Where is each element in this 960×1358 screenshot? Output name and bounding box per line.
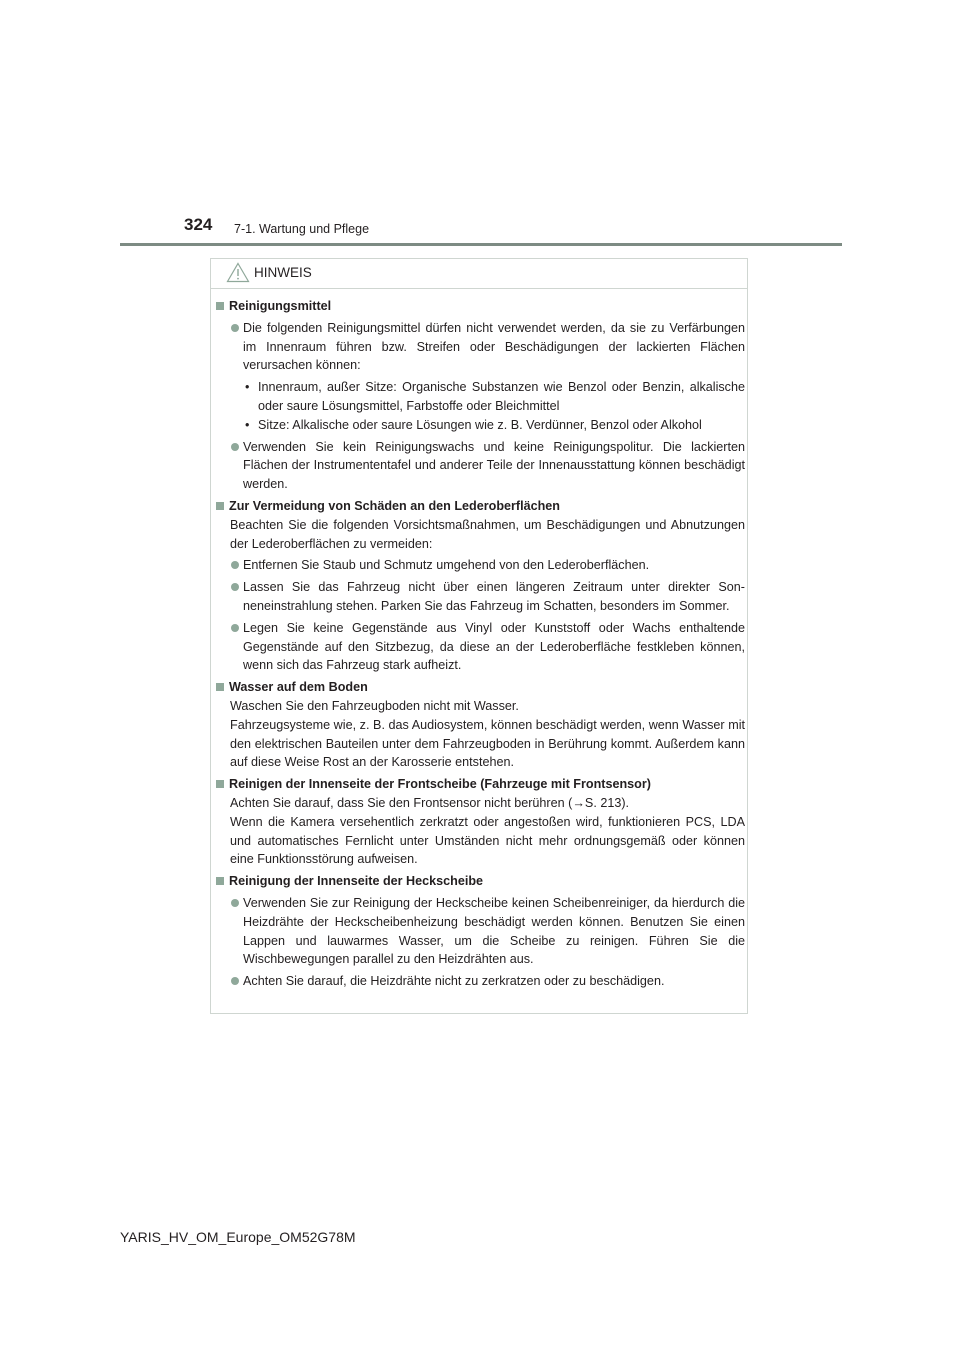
- notice-box: [210, 258, 748, 1014]
- bullet-paragraph: [215, 578, 745, 616]
- bullet-text: Achten Sie darauf, die Heizdrähte nicht zu zerkratzen oder zu beschädigen.: [243, 974, 665, 989]
- document-code: YARIS_HV_OM_Europe_OM52G78M: [120, 1229, 356, 1245]
- bullet-paragraph: [215, 619, 745, 675]
- section-rear-window-inside: [215, 872, 745, 991]
- square-bullet-icon: [216, 683, 224, 691]
- bullet-text: Entfernen Sie Staub und Schmutz umgehend von den Lederoberflächen.: [243, 558, 650, 573]
- notice-title: HINWEIS: [254, 265, 312, 280]
- notice-header: [211, 259, 747, 289]
- section-water-on-floor: [215, 678, 745, 772]
- round-bullet-icon: [231, 324, 239, 332]
- bullet-paragraph: [215, 894, 745, 969]
- sub-item: [215, 416, 745, 435]
- notice-body: [215, 297, 745, 994]
- section-heading: [215, 297, 745, 316]
- paragraph: Wenn die Kamera versehentlich zerkratzt oder angestoßen wird, funktionieren PCS, LDA und automatisches Fernlicht unter Umständen nicht mehr ordnungsgemäß oder können eine Funktionsstörung aufweisen.: [230, 814, 745, 867]
- paragraph: Achten Sie darauf, dass Sie den Frontsensor nicht berühren (→S. 213).: [230, 795, 630, 810]
- section-heading-text: Wasser auf dem Boden: [229, 680, 368, 695]
- bullet-text: Verwenden Sie kein Reinigungswachs und keine Reinigungspolitur. Die lackierten Flächen der Instrumententafel und anderer Teile der Innenausstattung können beschädigt werden.: [243, 439, 745, 492]
- bullet-text: Die folgenden Reinigungsmittel dürfen nicht verwendet werden, da sie zu Verfärbungen im Innenraum führen bzw. Streifen oder Beschädigungen der lackierten Flächen verursachen können:: [243, 320, 745, 373]
- section-heading: [215, 497, 745, 516]
- header-rule: [120, 243, 842, 246]
- section-heading-text: Reinigen der Innenseite der Frontscheibe (Fahrzeuge mit Frontsensor): [229, 777, 651, 792]
- section-leather-surfaces: [215, 497, 745, 675]
- warning-triangle-icon: [226, 262, 250, 283]
- bullet-paragraph: [215, 319, 745, 375]
- square-bullet-icon: [216, 302, 224, 310]
- section-cleaning-agents: [215, 297, 745, 494]
- square-bullet-icon: [216, 502, 224, 510]
- round-bullet-icon: [231, 977, 239, 985]
- bullet-paragraph: [215, 972, 745, 991]
- section-heading: [215, 678, 745, 697]
- bullet-paragraph: [215, 438, 745, 494]
- round-bullet-icon: [231, 561, 239, 569]
- bullet-text: Legen Sie keine Gegenstände aus Vinyl oder Kunststoff oder Wachs enthaltende Gegenstände auf den Sitzbezug, da diese an der Lederoberfläche festkleben können, wenn sich das Fahrzeug stark aufheizt.: [243, 620, 745, 673]
- sub-item-text: Innenraum, außer Sitze: Organische Substanzen wie Benzol oder Benzin, alkalische oder saure Lösungsmittel, Farbstoffe oder Bleichmittel: [258, 380, 745, 413]
- small-bullet-icon: •: [245, 417, 250, 432]
- sub-item-text: Sitze: Alkalische oder saure Lösungen wie z. B. Verdünner, Benzol oder Alkohol: [258, 417, 702, 432]
- bullet-paragraph: [215, 556, 745, 575]
- section-windshield-inside: [215, 775, 745, 869]
- sub-item: [215, 378, 745, 416]
- section-heading-text: Reinigung der Innenseite der Heckscheibe: [229, 874, 484, 889]
- square-bullet-icon: [216, 780, 224, 788]
- section-heading: [215, 872, 745, 891]
- small-bullet-icon: •: [245, 380, 250, 395]
- section-heading: [215, 775, 745, 794]
- paragraph: Fahrzeugsysteme wie, z. B. das Audiosystem, können beschädigt werden, wenn Wasser mit den elektrischen Bauteilen unter dem Fahrzeugboden in Berührung kommt. Außerdem kann auf diese Weise Rost an der Karosserie entstehen.: [230, 717, 745, 770]
- section-title: 7-1. Wartung und Pflege: [234, 222, 370, 236]
- section-heading-text: Reinigungsmittel: [229, 299, 332, 313]
- round-bullet-icon: [231, 624, 239, 632]
- square-bullet-icon: [216, 877, 224, 885]
- page-number: 324: [184, 215, 213, 234]
- round-bullet-icon: [231, 443, 239, 451]
- round-bullet-icon: [231, 899, 239, 907]
- round-bullet-icon: [231, 583, 239, 591]
- bullet-text: Verwenden Sie zur Reinigung der Heckscheibe keinen Scheibenreiniger, da hierdurch die Heizdrähte der Heckscheibenheizung beschädigt werden können. Benutzen Sie einen Lappen und lauwarmes Wasser, um die Scheibe zu reinigen. Führen Sie die Wischbewegungen parallel zu den Heizdrähten aus.: [243, 895, 745, 967]
- section-heading-text: Zur Vermeidung von Schäden an den Lederoberflächen: [229, 498, 561, 513]
- paragraph: Beachten Sie die folgenden Vorsichtsmaßnahmen, um Beschädigungen und Abnutzungen der Lederoberflächen zu vermeiden:: [230, 517, 745, 551]
- bullet-text: Lassen Sie das Fahrzeug nicht über einen längeren Zeitraum unter direkter Sonneneinstrahlung stehen. Parken Sie das Fahrzeug im Schatten, besonders im Sommer.: [243, 580, 745, 613]
- paragraph: Waschen Sie den Fahrzeugboden nicht mit Wasser.: [230, 698, 519, 713]
